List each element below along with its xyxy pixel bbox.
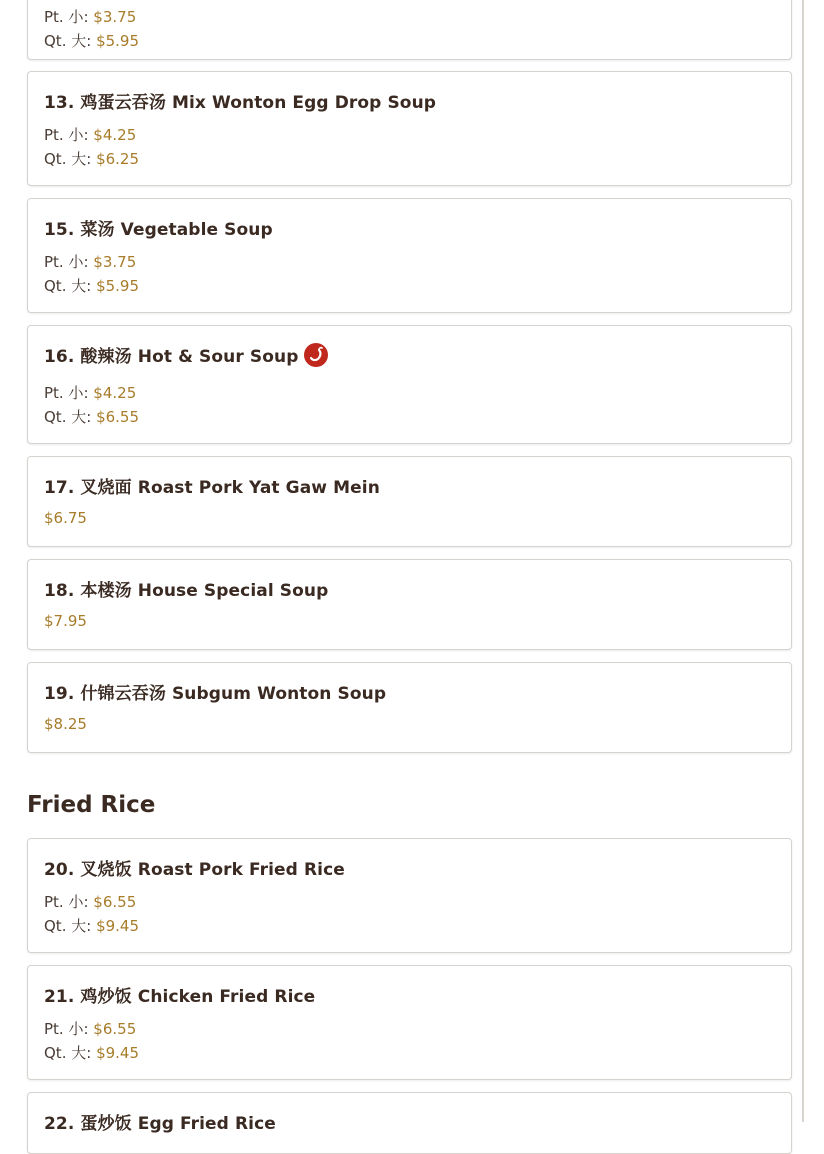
pint-price-row: Pt. 小: $3.75 — [44, 253, 137, 271]
pint-price-row: Pt. 小: $4.25 — [44, 384, 137, 402]
quart-price-row: Qt. 大: $9.45 — [44, 917, 140, 935]
pint-price: $6.55 — [93, 893, 137, 911]
pint-label: Pt. 小 — [44, 253, 84, 271]
quart-price: $9.45 — [96, 1044, 140, 1062]
quart-label: Qt. 大 — [44, 32, 87, 50]
item-price: $8.25 — [44, 715, 87, 733]
pint-label: Pt. 小 — [44, 893, 84, 911]
menu-item-card[interactable] — [27, 198, 792, 313]
pint-price: $3.75 — [93, 253, 137, 271]
item-title: 17. 叉烧面 Roast Pork Yat Gaw Mein — [44, 478, 380, 498]
item-title: 18. 本楼汤 House Special Soup — [44, 581, 329, 601]
pint-label: Pt. 小 — [44, 1020, 84, 1038]
menu-item-card[interactable] — [27, 71, 792, 186]
pint-price: $3.75 — [93, 8, 137, 26]
pint-label: Pt. 小 — [44, 126, 84, 144]
item-title: 21. 鸡炒饭 Chicken Fried Rice — [44, 987, 316, 1007]
item-title: 15. 菜汤 Vegetable Soup — [44, 220, 273, 240]
quart-price-row: Qt. 大: $5.95 — [44, 32, 140, 50]
pint-price: $4.25 — [93, 126, 137, 144]
pint-label: Pt. 小 — [44, 384, 84, 402]
pint-price-row: Pt. 小: $4.25 — [44, 126, 137, 144]
pint-price: $4.25 — [93, 384, 137, 402]
quart-label: Qt. 大 — [44, 917, 87, 935]
quart-price: $5.95 — [96, 32, 140, 50]
quart-price-row: Qt. 大: $5.95 — [44, 277, 140, 295]
quart-price: $9.45 — [96, 917, 140, 935]
quart-price-row: Qt. 大: $6.55 — [44, 408, 140, 426]
quart-label: Qt. 大 — [44, 150, 87, 168]
item-title: 16. 酸辣汤 Hot & Sour Soup — [44, 347, 299, 367]
spicy-pepper-icon — [304, 343, 328, 367]
pint-price-row: Pt. 小: $3.75 — [44, 8, 137, 26]
item-price: $7.95 — [44, 612, 87, 630]
item-price: $6.75 — [44, 509, 87, 527]
quart-label: Qt. 大 — [44, 408, 87, 426]
item-title-row — [44, 342, 328, 369]
quart-price: $5.95 — [96, 277, 140, 295]
quart-price-row: Qt. 大: $9.45 — [44, 1044, 140, 1062]
item-title: 22. 蛋炒饭 Egg Fried Rice — [44, 1114, 276, 1134]
item-title: 13. 鸡蛋云吞汤 Mix Wonton Egg Drop Soup — [44, 93, 437, 113]
quart-price: $6.55 — [96, 408, 140, 426]
pint-label: Pt. 小 — [44, 8, 84, 26]
menu-item-card[interactable] — [27, 838, 792, 953]
quart-label: Qt. 大 — [44, 1044, 87, 1062]
section-title-fried-rice: Fried Rice — [27, 792, 156, 818]
item-title: 20. 叉烧饭 Roast Pork Fried Rice — [44, 860, 345, 880]
menu-item-card[interactable] — [27, 662, 792, 753]
item-title: 19. 什锦云吞汤 Subgum Wonton Soup — [44, 684, 387, 704]
scrollbar[interactable] — [802, 0, 804, 1122]
menu-item-card[interactable] — [27, 456, 792, 547]
pint-price: $6.55 — [93, 1020, 137, 1038]
quart-price-row: Qt. 大: $6.25 — [44, 150, 140, 168]
menu-item-card[interactable] — [27, 1092, 792, 1154]
menu-item-card[interactable] — [27, 0, 792, 60]
quart-price: $6.25 — [96, 150, 140, 168]
quart-label: Qt. 大 — [44, 277, 87, 295]
menu-item-card[interactable] — [27, 559, 792, 650]
menu-item-card[interactable] — [27, 325, 792, 444]
pint-price-row: Pt. 小: $6.55 — [44, 1020, 137, 1038]
pint-price-row: Pt. 小: $6.55 — [44, 893, 137, 911]
menu-item-card[interactable] — [27, 965, 792, 1080]
